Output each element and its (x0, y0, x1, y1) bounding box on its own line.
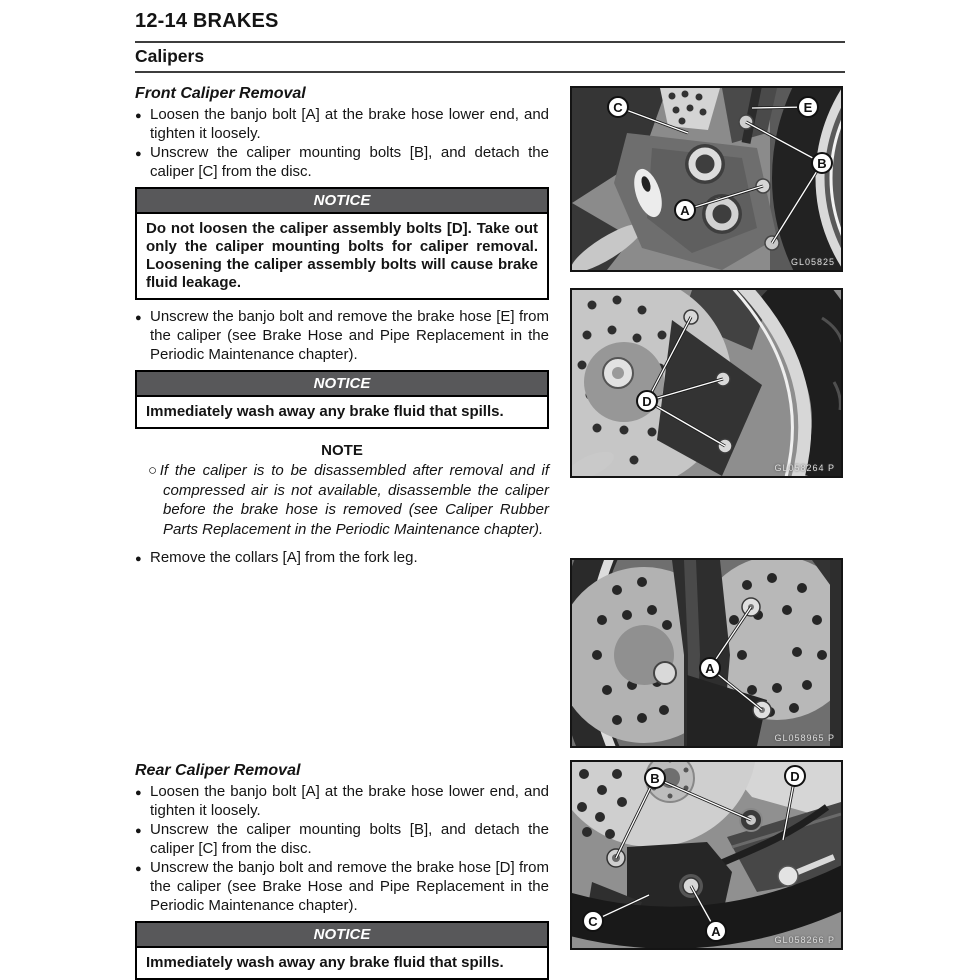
callout-b: B (811, 152, 833, 174)
figure-rear-caliper (570, 760, 843, 950)
callout-e: E (797, 96, 819, 118)
figure-fork-collars (570, 558, 843, 748)
callout-c: C (607, 96, 629, 118)
chapter-header: 12-14 BRAKES (135, 10, 279, 32)
instruction-text: Unscrew the caliper mounting bolts [B], and detach the caliper [C] from the disc. (150, 821, 549, 857)
notice-body: Immediately wash away any brake fluid that spills. (135, 946, 549, 980)
note-label: NOTE (321, 442, 363, 459)
bullet-marker-icon: ● (135, 863, 142, 875)
bullet-marker-icon: ● (135, 787, 142, 799)
photo-watermark: GL058965 P (774, 733, 835, 743)
note-block (135, 441, 549, 539)
notice-header: NOTICE (135, 370, 549, 397)
callout-a: A (699, 657, 721, 679)
instruction-text: Unscrew the caliper mounting bolts [B], and detach the caliper [C] from the disc. (150, 144, 549, 180)
callout-c: C (582, 910, 604, 932)
notice-box (135, 370, 549, 429)
callout-a: A (674, 199, 696, 221)
notice-body: Do not loosen the caliper assembly bolts [D]. Take out only the caliper mounting bolts for caliper removal. Loosening the caliper assembly bolts will cause brake fluid leakage. (135, 212, 549, 300)
instruction-bullet (135, 307, 549, 364)
bullet-marker-icon: ● (135, 148, 142, 160)
bullet-marker-icon: ● (135, 825, 142, 837)
figure-front-caliper (570, 86, 843, 272)
photo-rear-caliper (572, 762, 841, 948)
photo-watermark: GL058266 P (774, 935, 835, 945)
callout-d: D (784, 765, 806, 787)
notice-header: NOTICE (135, 187, 549, 214)
note-text (135, 461, 549, 539)
instruction-bullet (135, 548, 549, 567)
instruction-text: Unscrew the banjo bolt and remove the brake hose [E] from the caliper (see Brake Hose and Pipe Replacement in the Periodic Maintenance chapter). (150, 308, 549, 363)
photo-assembly-bolts (572, 290, 841, 476)
instruction-text: Remove the collars [A] from the fork leg. (150, 549, 418, 566)
bullet-marker-icon: ● (135, 553, 142, 565)
bullet-marker-icon: ● (135, 312, 142, 324)
instruction-bullet (135, 782, 549, 820)
rear-caliper-title: Rear Caliper Removal (135, 762, 301, 779)
figure-assembly-bolts (570, 288, 843, 478)
instruction-bullet (135, 143, 549, 181)
rear-caliper-section (135, 761, 549, 980)
photo-watermark: GL05825 (790, 257, 835, 267)
instruction-text: Loosen the banjo bolt [A] at the brake hose lower end, and tighten it loosely. (150, 106, 549, 142)
section-rule (135, 71, 845, 73)
photo-watermark: GL058264 P (774, 463, 835, 473)
notice-header: NOTICE (135, 921, 549, 948)
instruction-bullet (135, 820, 549, 858)
instruction-bullet (135, 858, 549, 915)
note-marker-icon: ○ (148, 462, 160, 479)
notice-box (135, 187, 549, 300)
front-caliper-title: Front Caliper Removal (135, 85, 306, 102)
callout-b: B (644, 767, 666, 789)
notice-body: Immediately wash away any brake fluid that spills. (135, 395, 549, 429)
instruction-bullet (135, 105, 549, 143)
callout-a: A (705, 920, 727, 942)
bullet-marker-icon: ● (135, 110, 142, 122)
front-caliper-section (135, 84, 549, 567)
instruction-text: Unscrew the banjo bolt and remove the brake hose [D] from the caliper (see Brake Hose and Pipe Replacement in the Periodic Maintenance chapter). (150, 859, 549, 914)
photo-fork-collars (572, 560, 841, 746)
chapter-rule (135, 41, 845, 43)
notice-box (135, 921, 549, 980)
instruction-text: Loosen the banjo bolt [A] at the brake hose lower end, and tighten it loosely. (150, 783, 549, 819)
callout-d: D (636, 390, 658, 412)
section-header: Calipers (135, 46, 205, 66)
note-body-text: If the caliper is to be disassembled after removal and if compressed air is not available, disassemble the caliper before the brake hose is removed (see Caliper Rubber Parts Replacement in the Periodic Maintenance chapter). (159, 462, 550, 538)
